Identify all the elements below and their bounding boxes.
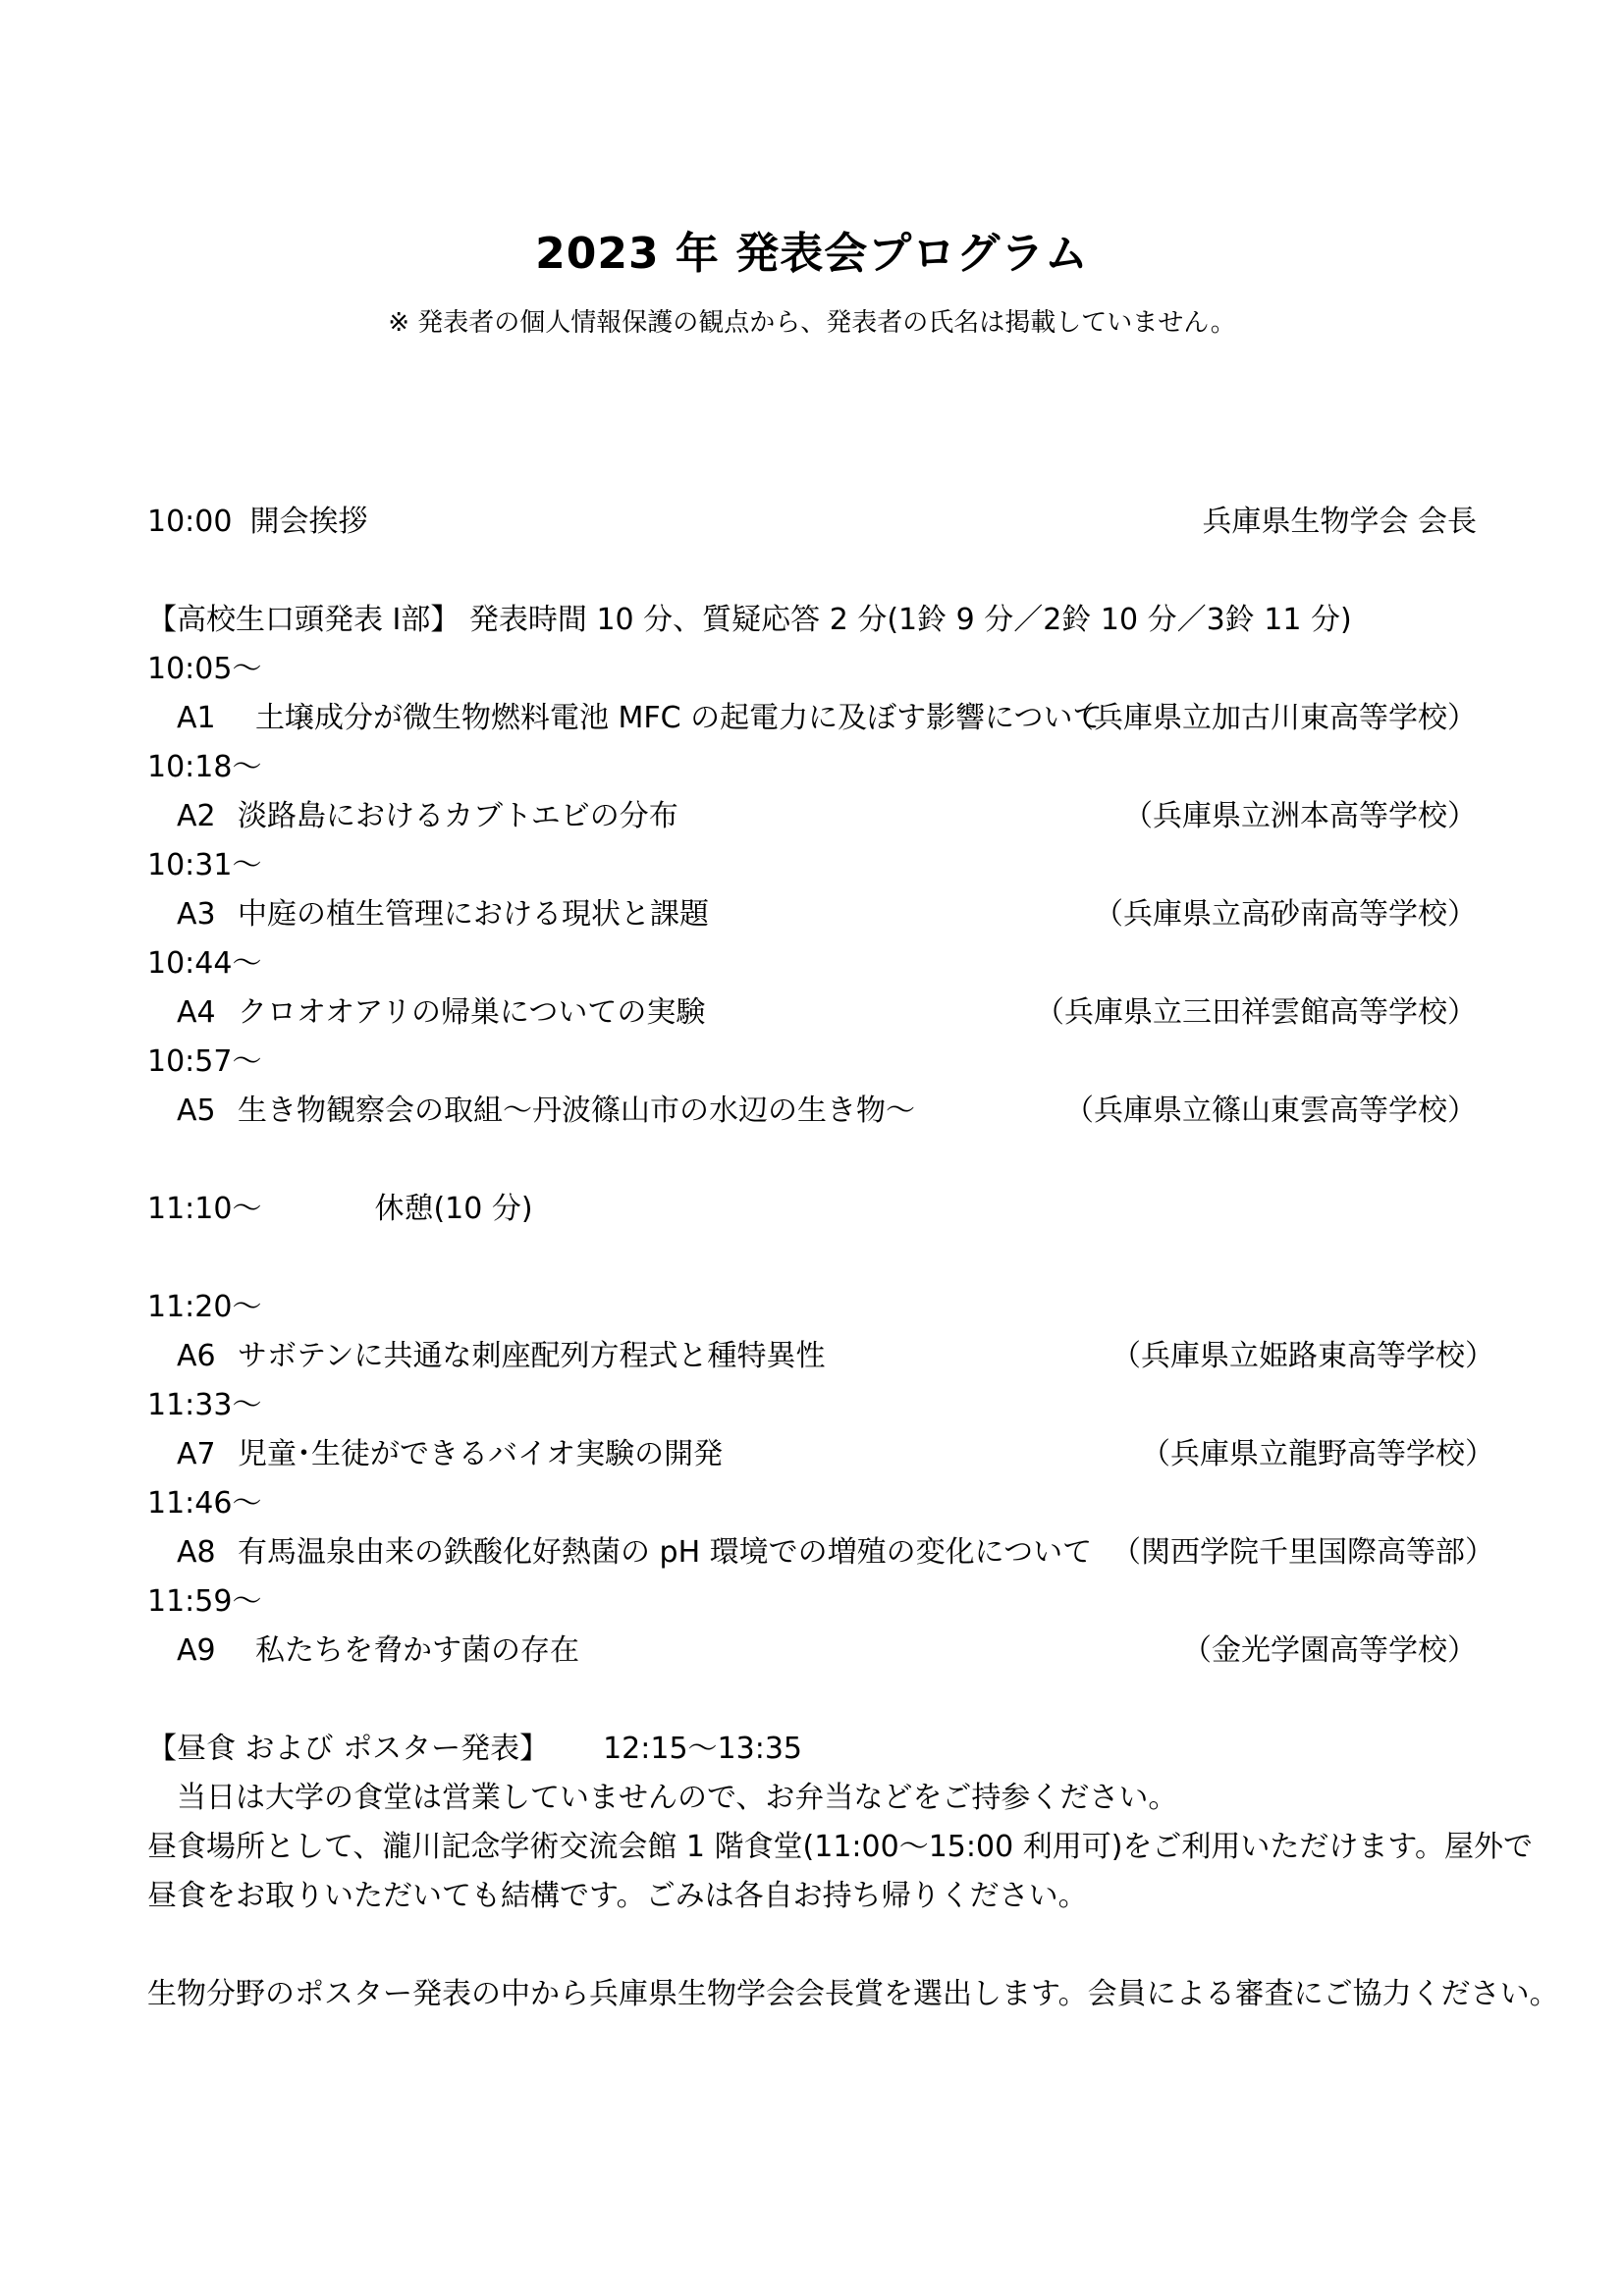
- presentation-time: 10:31～: [147, 848, 262, 882]
- presentation-time: 10:18～: [147, 750, 262, 784]
- presentation-code: A4: [177, 995, 216, 1030]
- break-time: 11:10～: [147, 1192, 262, 1226]
- lunch-line-2: 昼食場所として、瀧川記念学術交流会館 1 階食堂(11:00～15:00 利用可)をご利用いただけます。屋外で: [147, 1830, 1534, 1864]
- presentation-school: （兵庫県立三田祥雲館高等学校）: [1035, 995, 1477, 1030]
- opening-time: 10:00: [147, 505, 233, 539]
- presentation-title: 中庭の植生管理における現状と課題: [238, 897, 709, 932]
- presentation-time: 11:20～: [147, 1290, 262, 1324]
- presentation-item: [177, 797, 678, 836]
- presentation-item: [177, 1337, 826, 1376]
- presentation-code: A5: [177, 1094, 216, 1128]
- presentation-time: 10:44～: [147, 946, 262, 981]
- page-title: 2023 年 発表会プログラム: [535, 229, 1089, 279]
- presentation-title: 私たちを脅かす菌の存在: [255, 1633, 579, 1668]
- presentation-title: 土壌成分が微生物燃料電池 MFC の起電力に及ぼす影響について: [255, 701, 1103, 735]
- presentation-code: A2: [177, 799, 216, 833]
- presentation-code: A9: [177, 1633, 216, 1668]
- presentation-code: A3: [177, 897, 216, 932]
- break-row: [147, 1190, 533, 1229]
- lunch-line-3: 昼食をお取りいただいても結構です。ごみは各自お持ち帰りください。: [147, 1879, 1088, 1913]
- presentation-time: 10:05～: [147, 652, 262, 686]
- presentation-item: [177, 993, 705, 1033]
- presentation-school: （兵庫県立加古川東高等学校）: [1064, 701, 1477, 735]
- presentation-item: [177, 895, 709, 934]
- presentation-school: （関西学院千里国際高等部）: [1111, 1535, 1494, 1570]
- presentation-time: 10:57～: [147, 1044, 262, 1079]
- presentation-school: （金光学園高等学校）: [1182, 1633, 1477, 1668]
- presentation-school: （兵庫県立篠山東雲高等学校）: [1064, 1094, 1477, 1128]
- presentation-title: 児童･生徒ができるバイオ実験の開発: [238, 1437, 724, 1471]
- presentation-school: （兵庫県立姫路東高等学校）: [1111, 1339, 1494, 1373]
- lunch-time: 12:15～13:35: [603, 1732, 802, 1766]
- presentation-time: 11:59～: [147, 1584, 262, 1619]
- presentation-title: 淡路島におけるカブトエビの分布: [238, 799, 678, 833]
- presentation-code: A8: [177, 1535, 216, 1570]
- presentation-item: [177, 1631, 579, 1671]
- presentation-time: 11:46～: [147, 1486, 262, 1521]
- presentation-title: サボテンに共通な刺座配列方程式と種特異性: [238, 1339, 826, 1373]
- lunch-header: 【昼食 および ポスター発表】: [147, 1732, 550, 1766]
- break-label: 休憩(10 分): [374, 1192, 533, 1226]
- presentation-code: A7: [177, 1437, 216, 1471]
- presentation-item: [177, 699, 1103, 738]
- presentation-title: 有馬温泉由来の鉄酸化好熱菌の pH 環境での増殖の変化について: [238, 1535, 1093, 1570]
- presentation-time: 11:33～: [147, 1388, 262, 1422]
- presentation-school: （兵庫県立龍野高等学校）: [1141, 1437, 1494, 1471]
- session1-header: 【高校生口頭発表 Ⅰ部】 発表時間 10 分、質疑応答 2 分(1鈴 9 分／2鈴 10 分／3鈴 11 分): [147, 603, 1352, 637]
- presentation-school: （兵庫県立洲本高等学校）: [1123, 799, 1477, 833]
- opening-speaker: 兵庫県生物学会 会長: [1202, 505, 1477, 539]
- presentation-item: [177, 1533, 1092, 1573]
- lunch-line-1: 当日は大学の食堂は営業していませんので、お弁当などをご持参ください。: [177, 1781, 1178, 1815]
- presentation-title: クロオオアリの帰巣についての実験: [238, 995, 706, 1030]
- presentation-title: 生き物観察会の取組～丹波篠山市の水辺の生き物～: [238, 1094, 915, 1128]
- presentation-school: （兵庫県立高砂南高等学校）: [1094, 897, 1477, 932]
- opening-row: [147, 503, 367, 542]
- opening-label: 開会挨拶: [249, 505, 368, 539]
- presentation-code: A6: [177, 1339, 216, 1373]
- presentation-item: [177, 1092, 915, 1131]
- presentation-item: [177, 1435, 723, 1474]
- presentation-code: A1: [177, 701, 216, 735]
- privacy-note: ※ 発表者の個人情報保護の観点から、発表者の氏名は掲載していません。: [388, 308, 1236, 338]
- lunch-header-row: [147, 1730, 802, 1769]
- award-note: 生物分野のポスター発表の中から兵庫県生物学会会長賞を選出します。会員による審査にご協力ください。: [147, 1977, 1559, 2011]
